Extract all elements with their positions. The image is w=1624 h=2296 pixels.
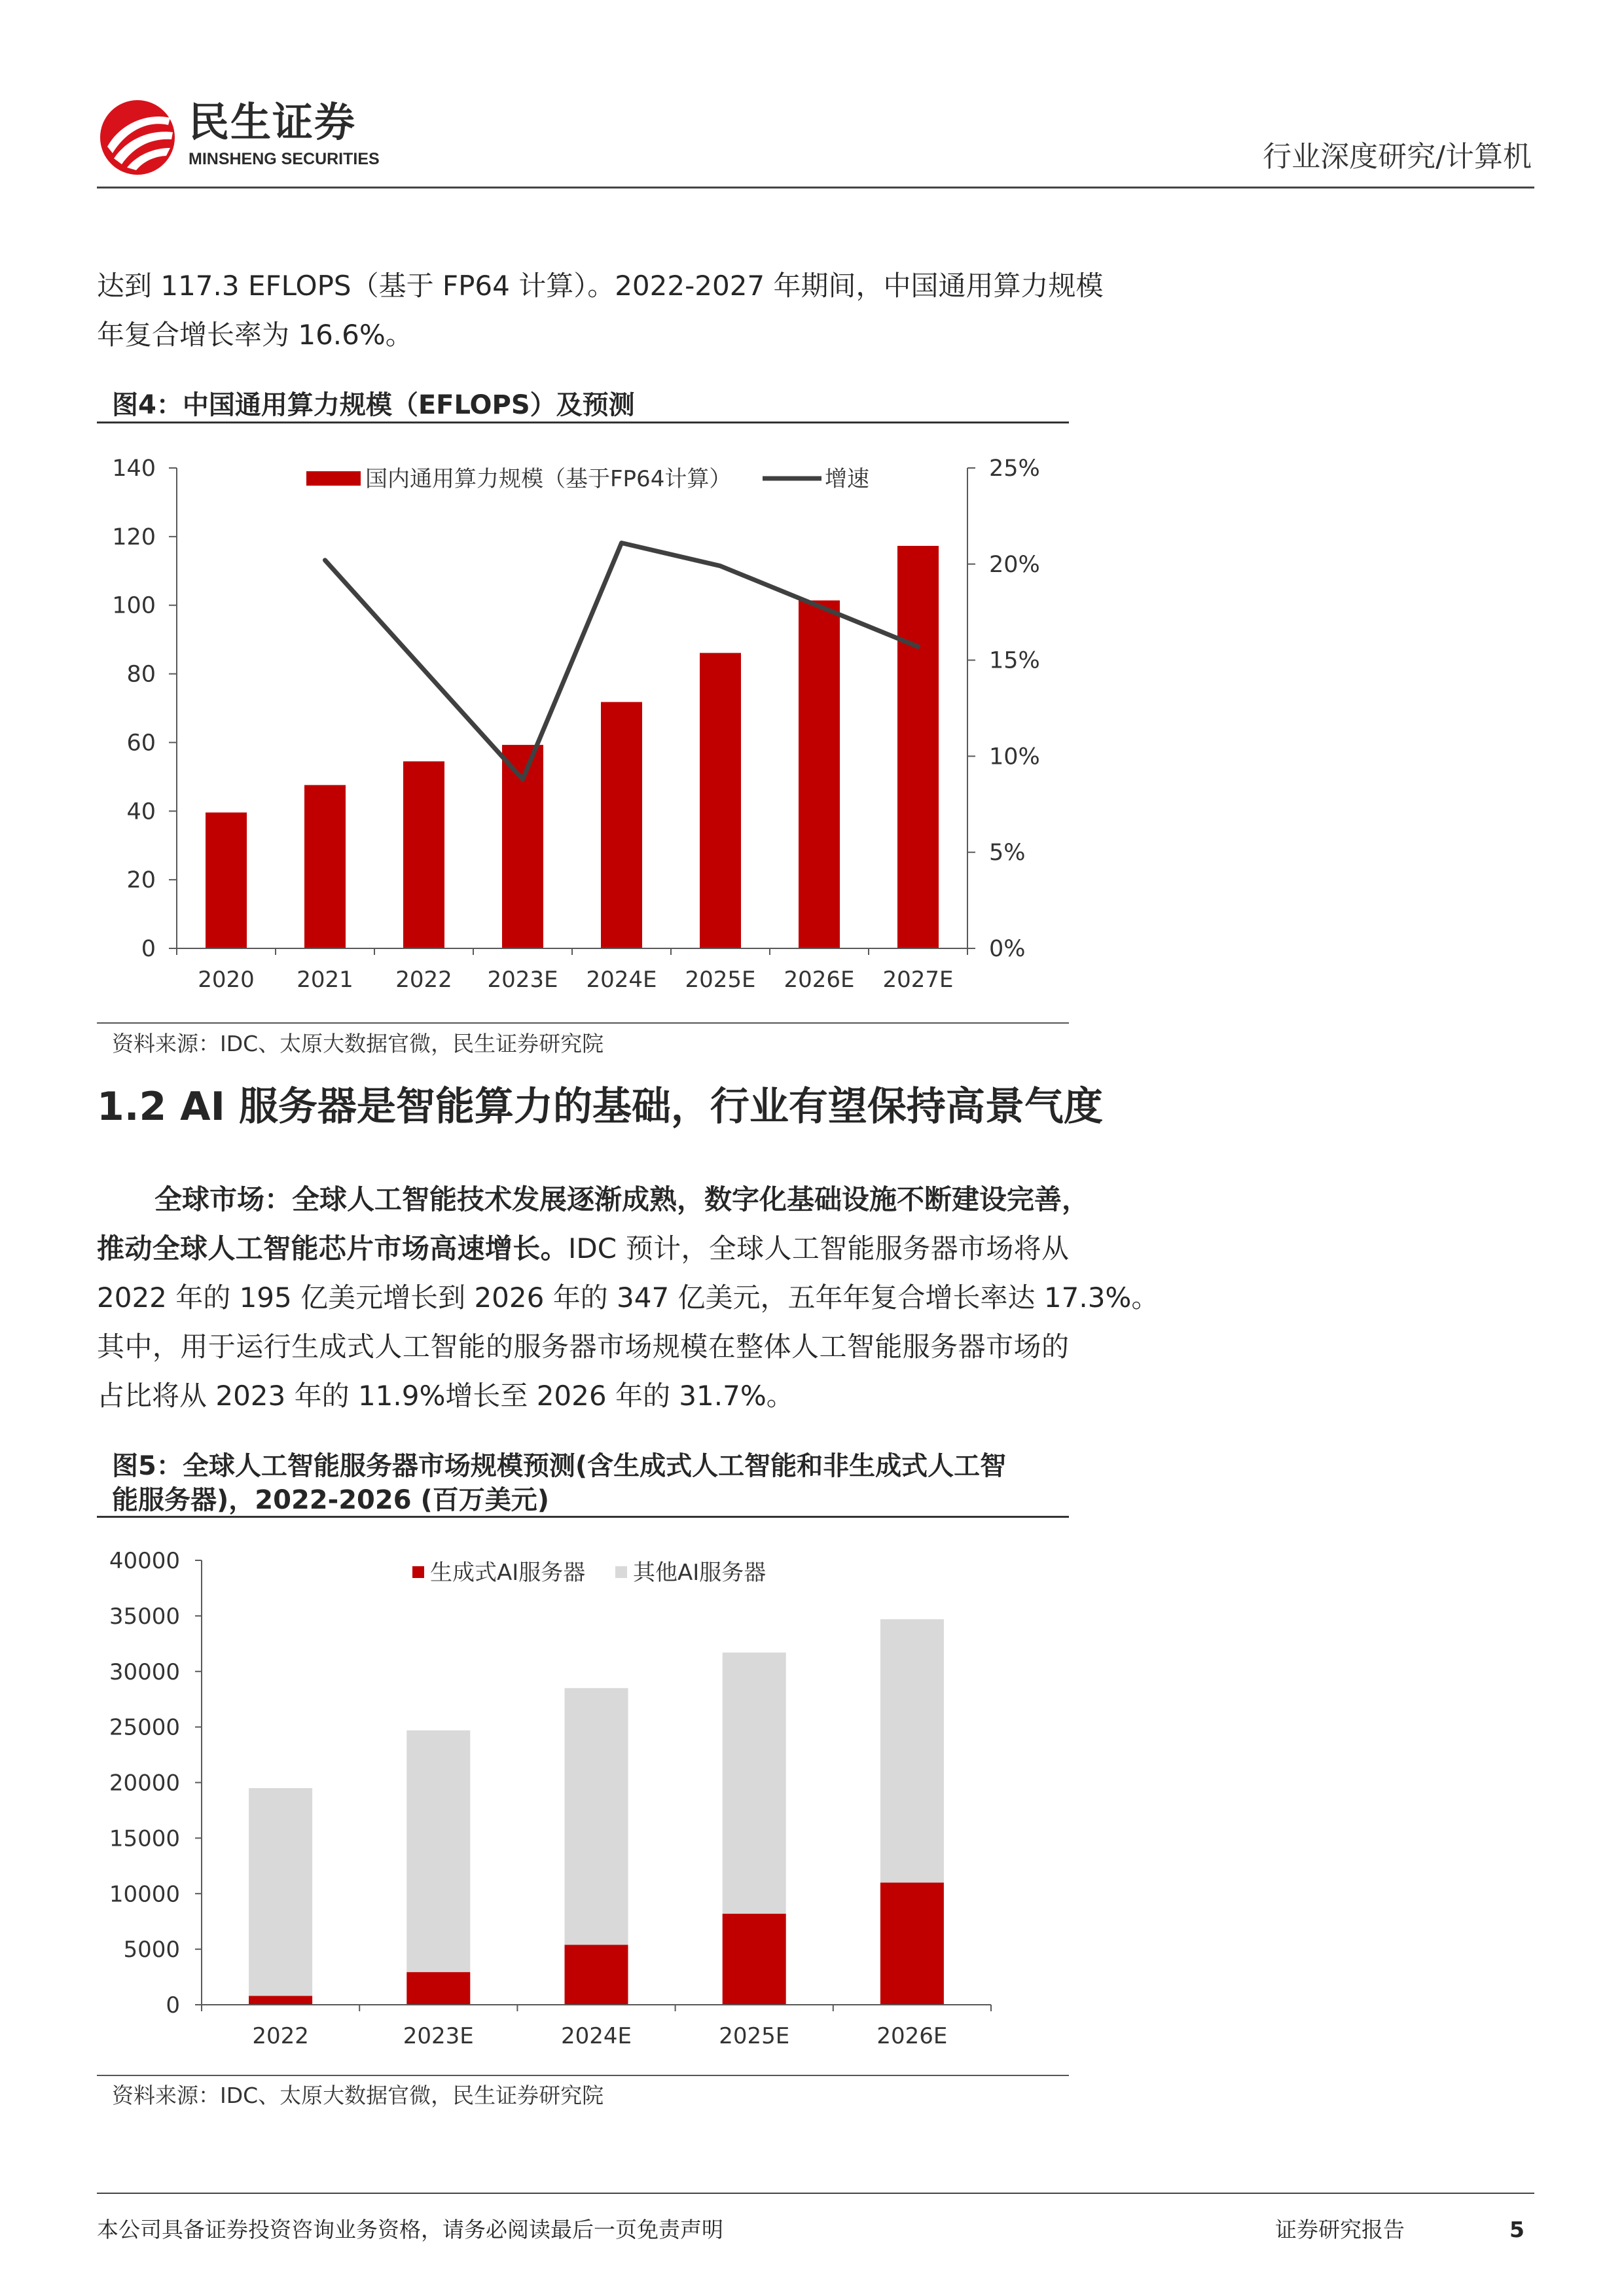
y-tick-label-left-0: 0 [141, 936, 156, 962]
page-number: 5 [1509, 2217, 1525, 2242]
figure-4-source-divider [97, 1022, 1069, 1024]
x-label-2021: 2021 [297, 967, 353, 993]
bar-2021 [304, 785, 346, 948]
x-label-2025E: 2025E [719, 2023, 790, 2049]
bar-2020 [206, 812, 247, 948]
x-label-2023E: 2023E [403, 2023, 474, 2049]
bar-generative-2026E [880, 1882, 944, 2005]
logo-wordmark-cn: 民生证券 [189, 98, 357, 146]
paragraph-line-1: 全球市场：全球人工智能技术发展逐渐成熟，数字化基础设施不断建设完善， [154, 1183, 1090, 1215]
bar-2027E [897, 546, 939, 948]
figure-5-source: 资料来源：IDC、太原大数据官微，民生证券研究院 [112, 2083, 604, 2108]
y-tick-label-5000: 5000 [123, 1937, 180, 1964]
y-tick-label-left-80: 80 [126, 661, 156, 688]
intro-paragraph [97, 261, 1104, 359]
x-label-2023E: 2023E [487, 967, 558, 993]
x-label-2022: 2022 [252, 2023, 309, 2049]
bar-other-2024E [565, 1688, 628, 1945]
figure-5-chart [97, 1532, 1069, 2068]
y-tick-label-30000: 30000 [109, 1659, 180, 1685]
y-tick-label-right-4: 20% [989, 551, 1040, 578]
legend-swatch-bar [306, 471, 361, 486]
figure-4-title: 图4：中国通用算力规模（EFLOPS）及预测 [112, 390, 635, 420]
y-tick-label-left-60: 60 [126, 730, 156, 757]
bar-other-2026E [880, 1619, 944, 1882]
figure-5-title-underline [97, 1516, 1069, 1518]
x-label-2027E: 2027E [882, 967, 954, 993]
paragraph-line-3: 2022 年的 195 亿美元增长到 2026 年的 347 亿美元，五年年复合增长率达 17.3%。 [97, 1282, 1159, 1314]
x-label-2026E: 2026E [784, 967, 855, 993]
figure-4-source: 资料来源：IDC、太原大数据官微，民生证券研究院 [112, 1031, 604, 1056]
x-label-2026E: 2026E [876, 2023, 948, 2049]
bar-2025E [700, 653, 741, 948]
y-tick-label-right-2: 10% [989, 744, 1040, 770]
y-tick-label-10000: 10000 [109, 1881, 180, 1908]
bar-generative-2023E [406, 1972, 470, 2005]
section-paragraph [97, 1175, 1159, 1420]
legend-label-bar: 国内通用算力规模（基于FP64计算） [365, 466, 732, 492]
bar-other-2023E [406, 1731, 470, 1972]
intro-line-2: 年复合增长率为 16.6%。 [97, 319, 413, 351]
figure-4-chart [97, 445, 1069, 1021]
bar-2024E [601, 702, 642, 948]
report-category: 行业深度研究/计算机 [1263, 140, 1532, 173]
minsheng-logo-emblem-icon [98, 98, 177, 177]
x-label-2024E: 2024E [560, 2023, 632, 2049]
y-tick-label-right-1: 5% [989, 840, 1026, 867]
bar-generative-2024E [565, 1945, 628, 2005]
y-tick-label-left-100: 100 [112, 592, 156, 619]
figure-5-title [112, 1449, 1006, 1517]
figure-5-source-divider [97, 2075, 1069, 2076]
y-tick-label-left-20: 20 [126, 867, 156, 894]
x-label-2025E: 2025E [685, 967, 756, 993]
y-tick-label-25000: 25000 [109, 1714, 180, 1741]
legend-label-line: 增速 [825, 466, 869, 492]
figure-5-title-line-1: 图5：全球人工智能服务器市场规模预测(含生成式人工智能和非生成式人工智 [112, 1451, 1007, 1481]
x-label-2024E: 2024E [586, 967, 657, 993]
y-tick-label-20000: 20000 [109, 1770, 180, 1797]
paragraph-line-2 [97, 1224, 1069, 1273]
y-tick-label-left-140: 140 [112, 456, 156, 482]
figure-5-title-line-2: 能服务器)，2022-2026 (百万美元) [112, 1485, 550, 1515]
y-tick-label-35000: 35000 [109, 1603, 180, 1630]
y-tick-label-left-40: 40 [126, 798, 156, 825]
footer-report-type: 证券研究报告 [1275, 2217, 1405, 2242]
bar-2026E [799, 600, 840, 948]
footer-divider [97, 2193, 1534, 2194]
y-tick-label-15000: 15000 [109, 1825, 180, 1852]
y-tick-label-left-120: 120 [112, 524, 156, 550]
y-tick-label-right-0: 0% [989, 936, 1026, 962]
y-tick-label-right-3: 15% [989, 647, 1040, 674]
paragraph-line-4: 其中，用于运行生成式人工智能的服务器市场规模在整体人工智能服务器市场的 [97, 1331, 1069, 1363]
paragraph-line-5: 占比将从 2023 年的 11.9%增长至 2026 年的 31.7%。 [97, 1380, 794, 1412]
header-divider [97, 187, 1534, 188]
bar-2022 [403, 761, 444, 948]
y-tick-label-40000: 40000 [109, 1548, 180, 1574]
bar-other-2025E [723, 1653, 786, 1914]
legend-label-generative: 生成式AI服务器 [430, 1560, 586, 1586]
section-heading: 1.2 AI 服务器是智能算力的基础，行业有望保持高景气度 [97, 1084, 1103, 1130]
legend-swatch-other [615, 1566, 627, 1578]
y-tick-label-right-5: 25% [989, 456, 1040, 482]
footer-disclaimer: 本公司具备证券投资咨询业务资格，请务必阅读最后一页免责声明 [97, 2217, 723, 2242]
paragraph-line-2-rest: IDC 预计，全球人工智能服务器市场将从 [568, 1232, 1069, 1265]
paragraph-line-2-bold: 推动全球人工智能芯片市场高速增长。 [97, 1232, 568, 1265]
figure-4-title-underline [97, 422, 1069, 423]
x-label-2022: 2022 [395, 967, 452, 993]
legend-label-other: 其他AI服务器 [633, 1560, 767, 1586]
logo-wordmark-en: MINSHENG SECURITIES [189, 150, 380, 168]
intro-line-1: 达到 117.3 EFLOPS（基于 FP64 计算）。2022-2027 年期间，中国通用算力规模 [97, 270, 1104, 302]
bar-generative-2025E [723, 1914, 786, 2005]
legend-swatch-generative [412, 1566, 424, 1578]
bar-generative-2022 [249, 1996, 312, 2005]
bar-other-2022 [249, 1788, 312, 1996]
x-label-2020: 2020 [198, 967, 255, 993]
y-tick-label-0: 0 [166, 1992, 180, 2018]
